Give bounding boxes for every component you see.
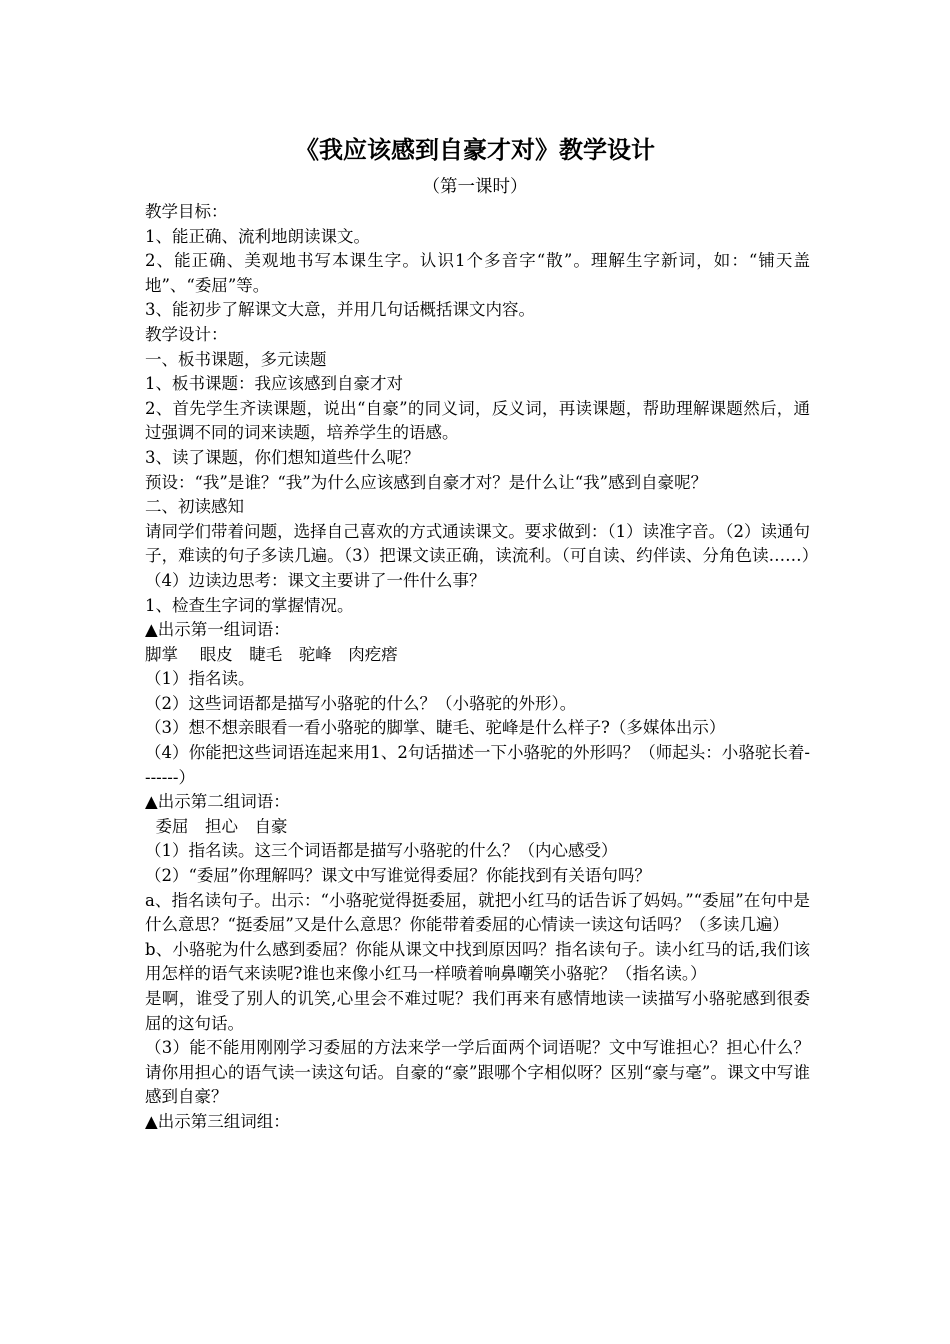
paragraph: （2）“委屈”你理解吗？课文中写谁觉得委屈？你能找到有关语句吗？ (145, 866, 651, 886)
paragraph: （1）指名读。 (145, 669, 255, 689)
document-body (145, 200, 810, 1135)
paragraph: ▲出示第二组词语： (145, 792, 290, 812)
document-subtitle: （第一课时） (422, 177, 528, 197)
paragraph: b、小骆驼为什么感到委屈？你能从课文中找到原因吗？指名读句子。读小红马的话,我们该用怎样的语气来读呢?谁也来像小红马一样喷着响鼻嘲笑小骆驼？（指名读。） (145, 939, 810, 984)
paragraph: 1、能正确、流利地朗读课文。 (145, 226, 370, 246)
paragraph: a、指名读句子。出示：“小骆驼觉得挺委屈，就把小红马的话告诉了妈妈。”“委屈”在句中是什么意思？“挺委屈”又是什么意思？你能带着委屈的心情读一读这句话吗？（多读几遍） (145, 890, 810, 935)
paragraph: 3、读了课题，你们想知道些什么呢？ (145, 447, 420, 467)
paragraph: 预设：“我”是谁？“我”为什么应该感到自豪才对？是什么让“我”感到自豪呢？ (145, 472, 708, 492)
paragraph: 教学设计： (145, 324, 228, 344)
paragraph: 1、检查生字词的掌握情况。 (145, 595, 354, 615)
paragraph: 二、初读感知 (145, 497, 244, 517)
document-title: 《我应该感到自豪才对》教学设计 (295, 135, 655, 164)
paragraph: （4）你能把这些词语连起来用1、2句话描述一下小骆驼的外形吗？（师起头：小骆驼长着-------） (145, 743, 810, 787)
paragraph: 教学目标： (145, 202, 228, 221)
paragraph: （3）想不想亲眼看一看小骆驼的脚掌、睫毛、驼峰是什么样子?（多媒体出示） (145, 718, 726, 738)
paragraph: ▲出示第一组词语： (145, 620, 290, 640)
paragraph: 2、能正确、美观地书写本课生字。认识1个多音字“散”。理解生字新词，如：“铺天盖地”、“委屈”等。 (145, 251, 810, 295)
paragraph: 请同学们带着问题，选择自己喜欢的方式通读课文。要求做到：（1）读准字音。（2）读通句子，难读的句子多读几遍。（3）把课文读正确，读流利。（可自读、约伴读、分角色读……）（4）边读边思考：课文主要讲了一件什么事？ (145, 521, 810, 590)
paragraph: （1）指名读。这三个词语都是描写小骆驼的什么？（内心感受） (145, 841, 618, 861)
paragraph: 脚掌 眼皮 睫毛 驼峰 肉疙瘩 (145, 644, 398, 664)
paragraph: 1、板书课题：我应该感到自豪才对 (145, 374, 403, 394)
paragraph: 委屈 担心 自豪 (145, 816, 288, 836)
paragraph: 一、板书课题，多元读题 (145, 349, 327, 369)
paragraph: （2）这些词语都是描写小骆驼的什么？（小骆驼的外形）。 (145, 693, 577, 713)
paragraph: 3、能初步了解课文大意，并用几句话概括课文内容。 (145, 300, 535, 320)
paragraph: ▲出示第三组词组： (145, 1111, 290, 1131)
paragraph: 是啊，谁受了别人的讥笑,心里会不难过呢？我们再来有感情地读一读描写小骆驼感到很委屈的这句话。 (145, 989, 810, 1033)
paragraph: （3）能不能用刚刚学习委屈的方法来学一学后面两个词语呢？文中写谁担心？担心什么？请你用担心的语气读一读这句话。自豪的“豪”跟哪个字相似呀？区别“豪与毫”。课文中写谁感到自豪？ (145, 1038, 810, 1107)
paragraph: 2、首先学生齐读课题，说出“自豪”的同义词，反义词，再读课题，帮助理解课题然后，通过强调不同的词来读题，培养学生的语感。 (145, 398, 810, 443)
